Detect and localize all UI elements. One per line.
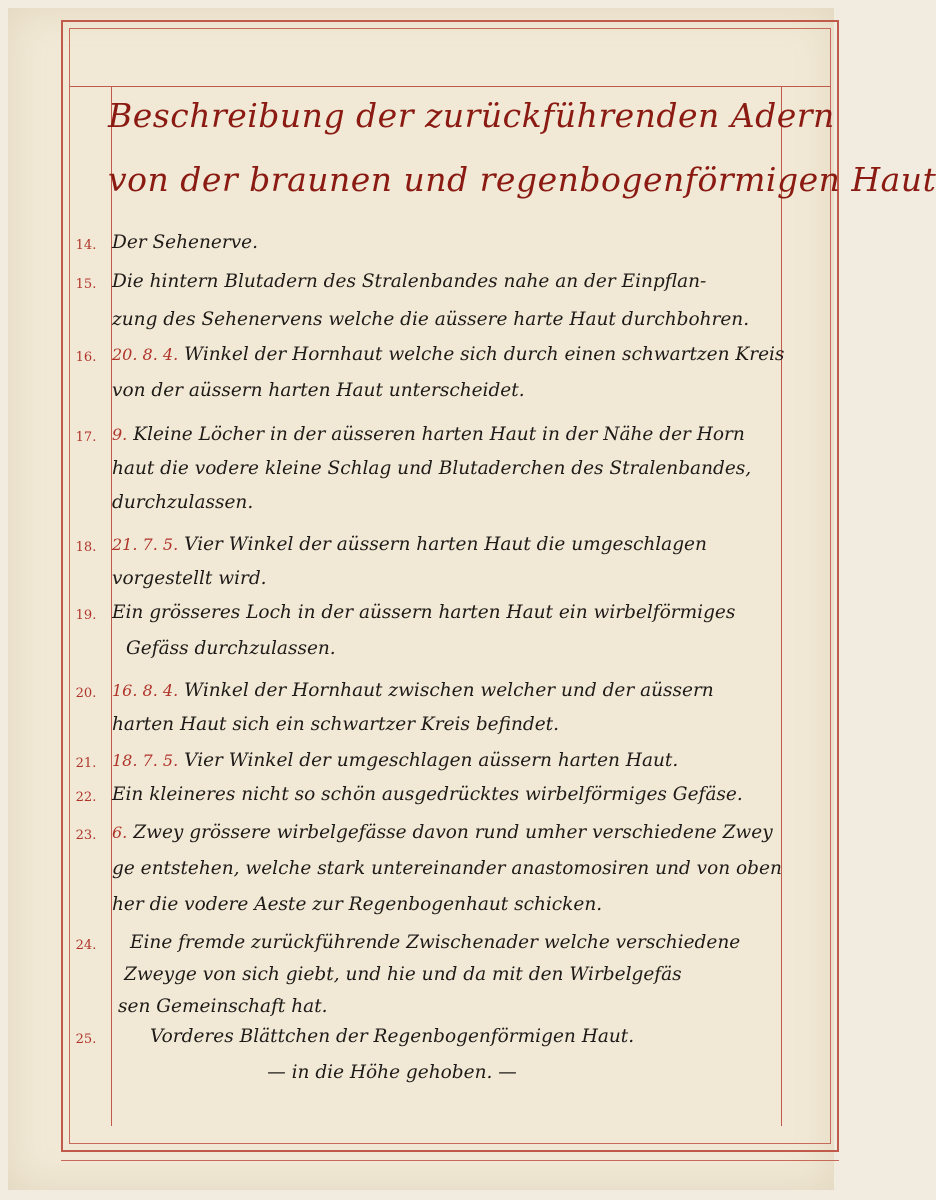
cross-reference: 21. 7. 5. bbox=[112, 535, 179, 554]
cross-reference: 9. bbox=[112, 425, 128, 444]
entry-line: haut die vodere kleine Schlag und Blutaderchen des Stralenbandes, bbox=[112, 458, 752, 479]
entry-line bbox=[112, 680, 772, 701]
entry-line bbox=[112, 424, 772, 445]
cross-reference: 20. 8. 4. bbox=[112, 345, 179, 364]
cross-reference: 16. 8. 4. bbox=[112, 681, 179, 700]
entry-line: durchzulassen. bbox=[112, 492, 254, 513]
entry-line: Der Sehenerve. bbox=[112, 232, 258, 253]
entry-number: 15. bbox=[75, 277, 97, 292]
entry-number: 22. bbox=[75, 790, 97, 805]
entry-line: her die vodere Aeste zur Regenbogenhaut schicken. bbox=[112, 894, 603, 915]
entry-number: 18. bbox=[75, 540, 97, 555]
entry-line: Eine fremde zurückführende Zwischenader welche verschiedene bbox=[130, 932, 741, 953]
cross-reference: 18. 7. 5. bbox=[112, 751, 179, 770]
entry-line: Ein grösseres Loch in der aüssern harten Haut ein wirbelförmiges bbox=[112, 602, 736, 623]
entry-line: harten Haut sich ein schwartzer Kreis befindet. bbox=[112, 714, 559, 735]
title-line-1: Beschreibung der zurückführenden Adern bbox=[108, 96, 835, 135]
entry-number: 14. bbox=[75, 238, 97, 253]
entry-line: Ein kleineres nicht so schön ausgedrücktes wirbelförmiges Gefäse. bbox=[112, 784, 743, 805]
entry-text: Vier Winkel der aüssern harten Haut die umgeschlagen bbox=[184, 534, 707, 555]
entry-line bbox=[112, 534, 772, 555]
entry-number: 23. bbox=[75, 828, 97, 843]
entry-text: Kleine Löcher in der aüsseren harten Haut in der Nähe der Horn bbox=[133, 424, 745, 445]
bottom-double-rule bbox=[61, 1160, 839, 1161]
entry-line: zung des Sehenervens welche die aüssere harte Haut durchbohren. bbox=[112, 309, 750, 330]
entry-number: 25. bbox=[75, 1032, 97, 1047]
entry-text: Zwey grössere wirbelgefässe davon rund umher verschiedene Zwey bbox=[133, 822, 773, 843]
cross-reference: 6. bbox=[112, 823, 128, 842]
entry-line bbox=[112, 344, 785, 365]
footer-note: — in die Höhe gehoben. — bbox=[267, 1062, 517, 1083]
entry-number: 21. bbox=[75, 756, 97, 771]
entry-line: Die hintern Blutadern des Stralenbandes nahe an der Einpflan- bbox=[112, 271, 707, 292]
entry-number: 17. bbox=[75, 430, 97, 445]
entry-text: Winkel der Hornhaut zwischen welcher und der aüssern bbox=[184, 680, 714, 701]
entry-line: Gefäss durchzulassen. bbox=[126, 638, 336, 659]
entry-line: ge entstehen, welche stark untereinander anastomosiren und von oben bbox=[112, 858, 782, 879]
entry-line bbox=[112, 750, 772, 771]
entry-number: 24. bbox=[75, 938, 97, 953]
entry-text: Winkel der Hornhaut welche sich durch einen schwartzen Kreis bbox=[184, 344, 785, 365]
entry-number: 19. bbox=[75, 608, 97, 623]
entry-line: vorgestellt wird. bbox=[112, 568, 267, 589]
entry-line: Zweyge von sich giebt, und hie und da mit den Wirbelgefäs bbox=[124, 964, 682, 985]
entry-line: Vorderes Blättchen der Regenbogenförmigen Haut. bbox=[150, 1026, 635, 1047]
entry-line bbox=[112, 822, 772, 843]
entry-number: 20. bbox=[75, 686, 97, 701]
entry-number: 16. bbox=[75, 350, 97, 365]
entry-line: sen Gemeinschaft hat. bbox=[118, 996, 328, 1017]
entry-text: Vier Winkel der umgeschlagen aüssern harten Haut. bbox=[184, 750, 679, 771]
header-rule bbox=[69, 86, 831, 87]
title-line-2: von der braunen und regenbogenförmigen Haut bbox=[108, 160, 936, 199]
entry-line: von der aüssern harten Haut unterscheidet. bbox=[112, 380, 525, 401]
